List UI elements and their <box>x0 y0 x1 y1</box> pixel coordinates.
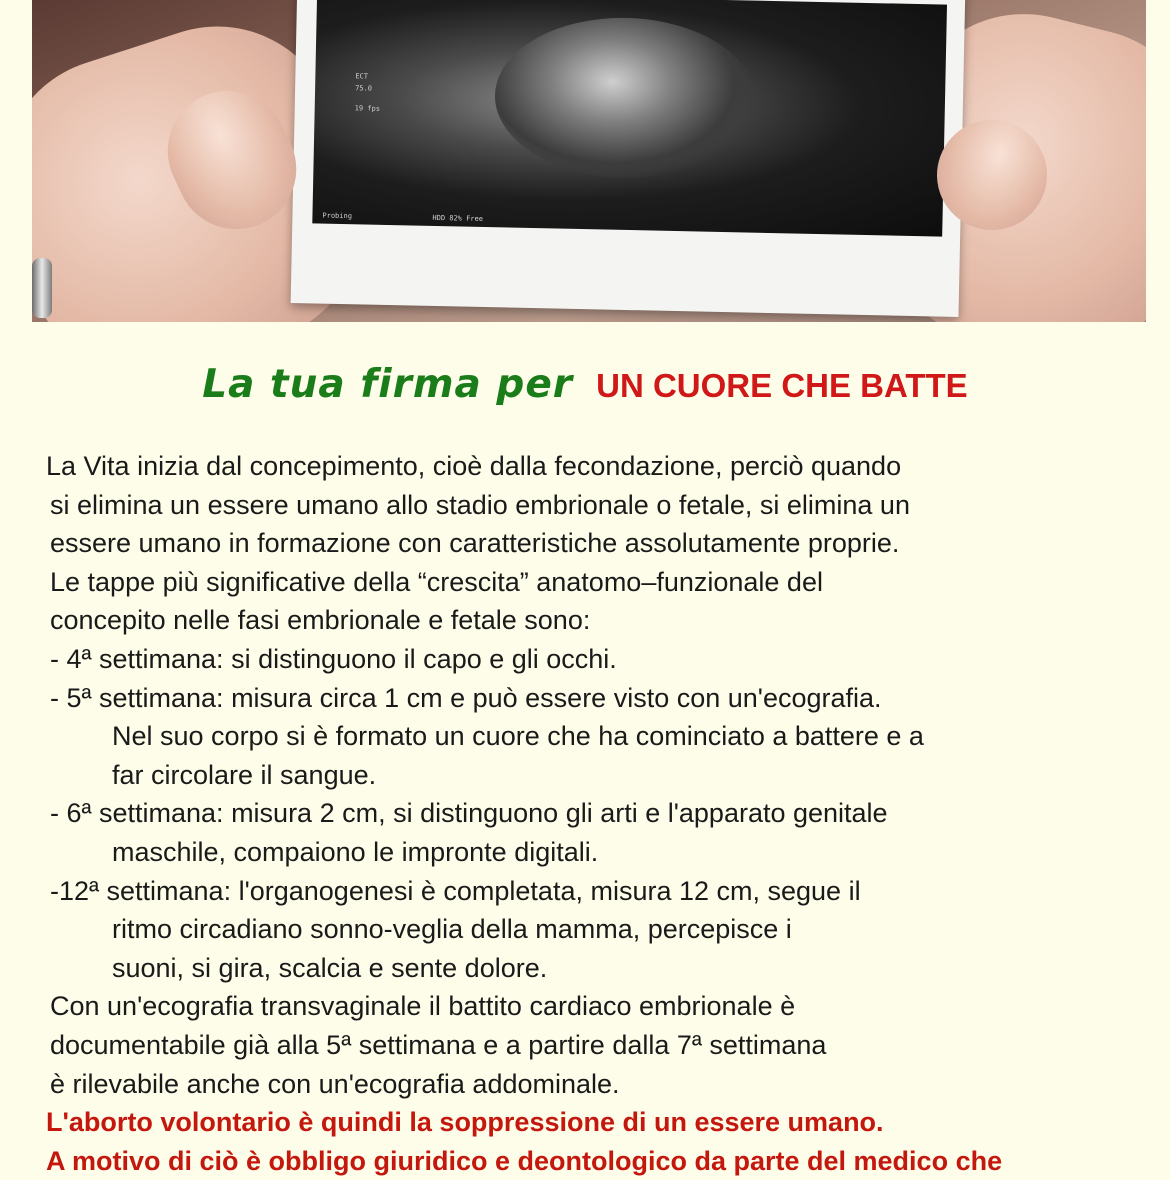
text-line: documentabile già alla 5ª settimana e a partire dalla 7ª settimana <box>50 1029 827 1060</box>
body-text <box>46 447 1146 1180</box>
text-line: si elimina un essere umano allo stadio embrionale o fetale, si elimina un <box>50 489 910 520</box>
scan-label: 19 fps <box>354 104 381 113</box>
text-line: è rilevabile anche con un'ecografia addominale. <box>50 1068 620 1099</box>
headline-part1: La tua firma per <box>202 362 574 407</box>
list-item: -12ª settimana: l'organogenesi è completata, misura 12 cm, segue il <box>50 875 861 906</box>
list-item-continuation: maschile, compaiono le impronte digitali. <box>112 836 599 867</box>
text-line: concepito nelle fasi embrionale e fetale sono: <box>50 605 591 636</box>
scan-label: HDD 82% Free <box>432 213 484 223</box>
list-item-continuation: far circolare il sangue. <box>112 759 377 790</box>
scan-label: Probing <box>322 211 353 221</box>
ultrasound-scan <box>312 0 947 237</box>
list-item: - 4ª settimana: si distinguono il capo e gli occhi. <box>50 643 617 674</box>
hero-image <box>32 0 1146 322</box>
scan-label: 75.0 <box>355 84 373 93</box>
list-item-continuation: ritmo circadiano sonno-veglia della mamma, percepisce i <box>112 914 792 945</box>
list-item-continuation: suoni, si gira, scalcia e sente dolore. <box>112 952 548 983</box>
list-item: - 6ª settimana: misura 2 cm, si distinguono gli arti e l'apparato genitale <box>50 798 888 829</box>
ring-shape <box>32 258 52 318</box>
text-line: Con un'ecografia transvaginale il battito cardiaco embrionale è <box>50 991 796 1022</box>
scan-label: ECT <box>355 72 369 81</box>
headline-part2: UN CUORE CHE BATTE <box>596 367 968 404</box>
text-line: essere umano in formazione con caratteristiche assolutamente proprie. <box>50 528 900 559</box>
headline <box>0 362 1170 407</box>
fetus-shape <box>493 15 756 180</box>
red-statement: A motivo di ciò è obbligo giuridico e deontologico da parte del medico che <box>46 1145 1003 1176</box>
red-statement: L'aborto volontario è quindi la soppressione di un essere umano. <box>46 1107 884 1138</box>
list-item: - 5ª settimana: misura circa 1 cm e può essere visto con un'ecografia. <box>50 682 882 713</box>
text-line: Le tappe più significative della “crescita” anatomo–funzionale del <box>50 566 823 597</box>
ultrasound-photo <box>291 0 966 317</box>
list-item-continuation: Nel suo corpo si è formato un cuore che ha cominciato a battere e a <box>112 721 924 752</box>
text-line: La Vita inizia dal concepimento, cioè dalla fecondazione, perciò quando <box>46 451 902 481</box>
